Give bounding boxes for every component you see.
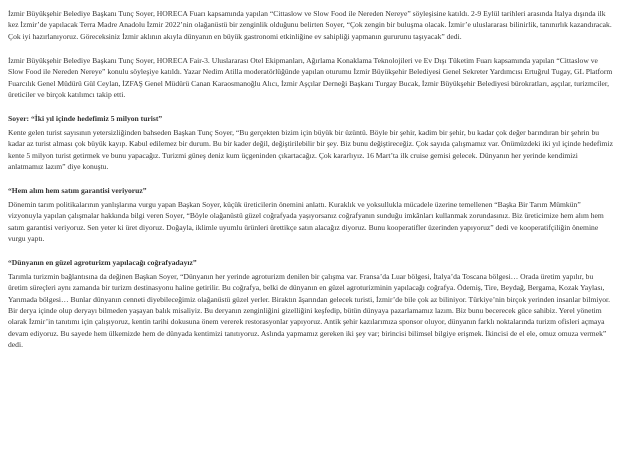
section-heading-tourism: Soyer: “İki yıl içinde hedefimiz 5 milyon turist” — [8, 113, 163, 123]
section-body-guarantee: Dönemin tarım politikalarının yanlışlarına vurgu yapan Başkan Soyer, küçük üreticilerin önemini anlattı. Kuraklık ve yoksullukla mücadele üzerine temellenen “Başka Bir Tarım Mümkün” vizyonuyla yapılan çalışmalar hakkında bilgi veren Soyer, “Böyle olağanüstü güzel coğrafyada yaşıyorsanız coğrafyanın sunduğu imkânları kullanmak zorundasınız. Biz üreticimize hem alım hem satım garantisi veriyoruz. Sen yeter ki üret diyoruz. Doğayla, iklimle uyumlu ürünleri ürettikçe satın alacağız diyoruz. Bunu kooperatifler üzerinden yapıyoruz” dedi ve kooperatifçiliğin önemine vurgu yaptı. — [8, 199, 604, 243]
section-heading-guarantee: “Hem alım hem satım garantisi veriyoruz” — [8, 185, 147, 195]
event-paragraph: İzmir Büyükşehir Belediye Başkanı Tunç Soyer, HORECA Fair-3. Uluslararası Otel Ekipmanları, Ağırlama Konaklama Teknolojileri ve Ev Dışı Tüketim Fuarı kapsamında yapılan “Cittaslow ve Slow Food ile Nereden Nereye” konulu söyleşiye katıldı. Yazar Nedim Atilla moderatörlüğünde yapılan oturumu İzmir Büyükşehir Belediyesi Genel Sekreter Yardımcısı Ertuğrul Tugay, GL Platform Fuarcılık Genel Müdürü Gül Ceylan, İZFAŞ Genel Müdürü Canan Karaosmanoğlu Alıcı, İzmir Aşçılar Derneği Başkanı Turgay Bucak, İzmir Büyükşehir Belediyesi bürokratları, aşçılar, turizmciler, üreticiler ve birçok katılımcı takip etti. — [8, 55, 613, 99]
section-body-agrotourism: Tarımla turizmin bağlantısına da değinen Başkan Soyer, “Dünyanın her yerinde agroturizm denilen bir çalışma var. Fransa’da Luar bölgesi, İtalya’da Toscana bölgesi… Orada üretim yapılır, bu üretim süreçleri aynı zamanda bir turizm destinasyonu haline getirilir. Bu coğrafya, belki de dünyanın en güzel agroturizminin yapılacağı coğrafya. Ödemiş, Tire, Beydağ, Bergama, Kozak Yaylası, Yarımada bölgesi… Bunlar dünyanın cenneti diyebileceğimiz olağanüstü güzel yerler. Biraktın âşarından gelecek turisti, İzmir’de bile çok az biliniyor. Türkiye’nin birçok yerinden insanlar bilmiyor. Bir derya içinde olup deryayı bilmeden yaşayan balık misaliyiz. Bu deryanın zenginliğini gizelliğini keşfedip, bütün dünyaya pazarlamamız lazım. Biz bunu becerecek güce sahibiz. Yerel yönetim olarak İzmir’in tanıtımı için çalışıyoruz, kentin tarihi dokusuna önem vererek restorasyonlar yapıyoruz. Antik şehir kazılarımıza sponsor oluyor, dünyanın farklı noktalarında turizm ofisleri açmaya devam ediyoruz. Bu sayede hem ülkemizde hem de dünyada kentimizi tanıtıyoruz. Aslında yapmamız gereken iki şey var; birincisi bilimsel bilgiye erişmek. İkincisi de el ele, omuz omuza vermek” dedi. — [8, 271, 611, 350]
intro-paragraph: İzmir Büyükşehir Belediye Başkanı Tunç Soyer, HORECA Fuarı kapsamında yapılan “Cittaslow ve Slow Food ile Nereden Nereye” söyleşisine katıldı. 2-9 Eylül tarihleri arasında İtalya dışında ilk kez İzmir’de yapılacak Terra Madre Anadolu İzmir 2022’nin olağanüstü bir zenginlik olduğunu belirten Soyer, “Çok zengin bir buluşma olacak. İzmir’e uluslararası bilinirlik, tanınırlık kazandıracak. Çok iyi hazırlanıyoruz. Göreceksiniz İzmir aklının akıyla dünyanın en büyük gastronomi etkinliğine ev sahipliği yapmanın gururunu taşıyacak” dedi. — [8, 9, 612, 41]
section-body-tourism: Kente gelen turist sayısının yetersizliğinden bahseden Başkan Tunç Soyer, “Bu gerçekten bizim için büyük bir üzüntü. Böyle bir şehir, kadim bir şehir, bu kadar çok değer barındıran bir şehrin bu kadar az turist alması çok büyük kayıp. Kabul edilemez bir durum. Bu bir kader değil, değiştirilebilir bir şey. Biz bunu değiştireceğiz. Çok sayıda çalışmamız var. Önümüzdeki iki yıl içinde hedefimiz kente 5 milyon turist getirmek ve bunu yapacağız. Turizmi güneş deniz kum üçgeninden çıkartacağız. Çok kararlıyız. 16 Mart’ta ilk cruise gemisi gelecek. Dünyanın her yerinde kendimizi anlatmamız lazım” diye konuştu. — [8, 127, 613, 171]
section-heading-agrotourism: “Dünyanın en güzel agroturizm yapılacağı coğrafyadayız” — [8, 257, 197, 267]
